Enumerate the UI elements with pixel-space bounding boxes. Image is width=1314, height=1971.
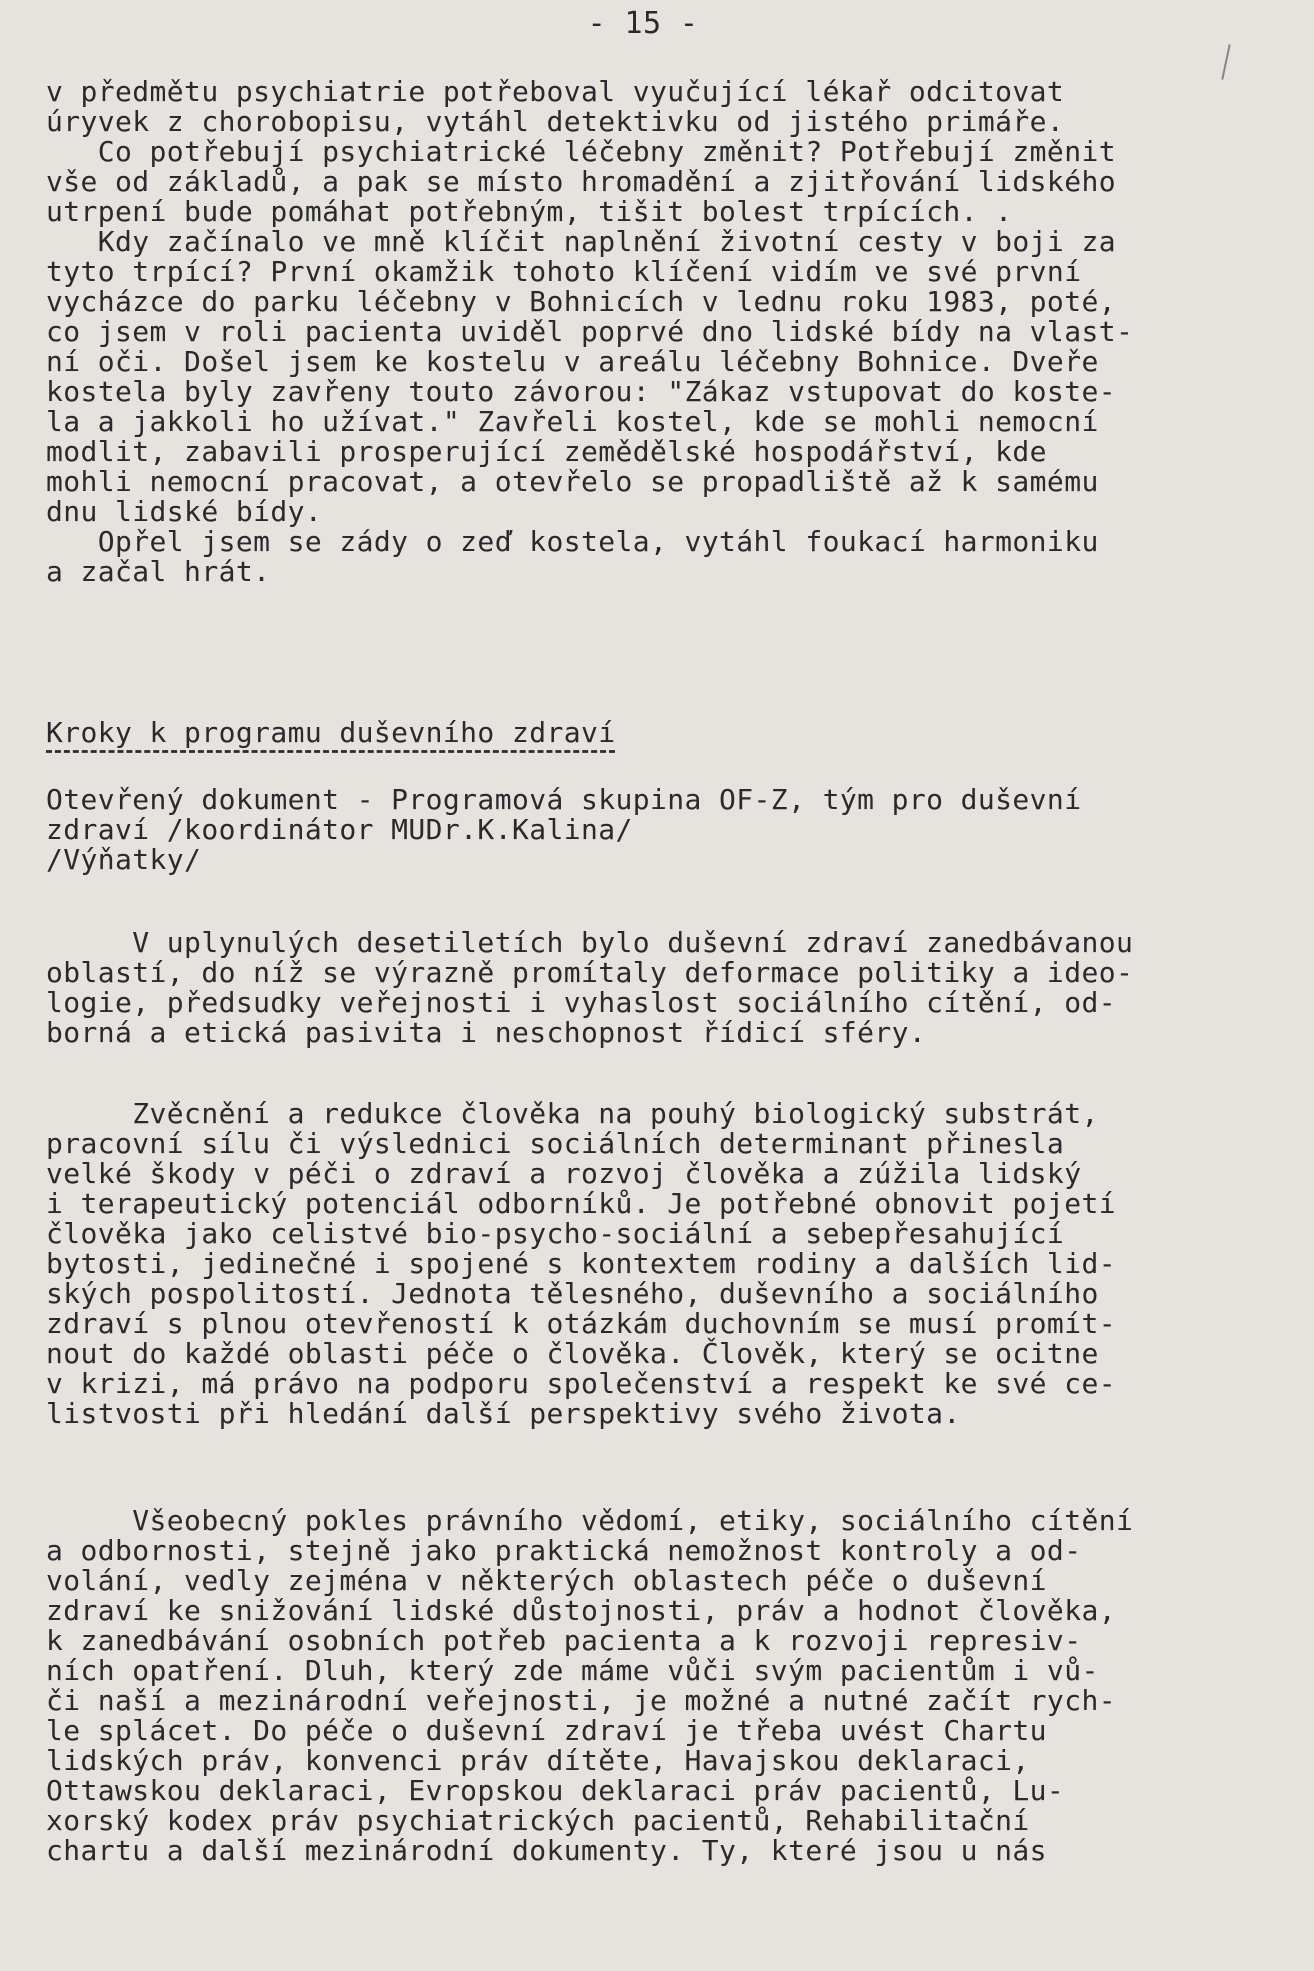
text-line: ní oči. Došel jsem ke kostelu v areálu léčebny Bohnice. Dveře — [46, 345, 1099, 378]
text-line: dnu lidské bídy. — [46, 495, 323, 528]
text-line: ských pospolitostí. Jednota tělesného, duševního a sociálního — [46, 1277, 1099, 1310]
text-line: Otevřený dokument - Programová skupina OF-Z, tým pro duševní — [46, 783, 1082, 816]
text-line: v předmětu psychiatrie potřeboval vyučující lékař odcitovat — [46, 75, 1065, 108]
text-line: k zanedbávání osobních potřeb pacienta a k rozvoji represiv- — [46, 1624, 1082, 1657]
text-line: bytosti, jedinečné i spojené s kontextem rodiny a dalších lid- — [46, 1247, 1116, 1280]
text-line: zdraví s plnou otevřeností k otázkám duchovním se musí promít- — [46, 1307, 1116, 1340]
scan-mark — [1221, 44, 1230, 80]
text-line: modlit, zabavili prosperující zemědělské hospodářství, kde — [46, 435, 1047, 468]
paragraph-1 — [46, 928, 1286, 1048]
text-line: Co potřebují psychiatrické léčebny změnit? Potřebují změnit — [46, 135, 1116, 168]
text-line: vycházce do parku léčebny v Bohnicích v lednu roku 1983, poté, — [46, 285, 1116, 318]
text-line: chartu a další mezinárodní dokumenty. Ty, které jsou u nás — [46, 1834, 1047, 1867]
text-line: logie, předsudky veřejnosti i vyhaslost sociálního cítění, od- — [46, 986, 1116, 1019]
text-line: Zvěcnění a redukce člověka na pouhý biologický substrát, — [46, 1097, 1099, 1130]
text-line: le splácet. Do péče o duševní zdraví je třeba uvést Chartu — [46, 1714, 1047, 1747]
text-line: tyto trpící? První okamžik tohoto klíčení vidím ve své první — [46, 255, 1082, 288]
section-heading: Kroky k programu duševního zdraví — [46, 716, 616, 749]
section-heading-block — [46, 718, 1286, 748]
text-line: kostela byly zavřeny touto závorou: "Zákaz vstupovat do koste- — [46, 375, 1116, 408]
text-line: úryvek z chorobopisu, vytáhl detektivku od jistého primáře. — [46, 105, 1065, 138]
text-line: ních opatření. Dluh, který zde máme vůči svým pacientům i vů- — [46, 1654, 1099, 1687]
text-line: a odbornosti, stejně jako praktická nemožnost kontroly a od- — [46, 1534, 1082, 1567]
paragraph-3 — [46, 1506, 1286, 1866]
text-line: pracovní sílu či výslednici sociálních determinant přinesla — [46, 1127, 1065, 1160]
text-line: lidských práv, konvenci práv dítěte, Havajskou deklaraci, — [46, 1744, 1030, 1777]
text-line: Kdy začínalo ve mně klíčit naplnění životní cesty v boji za — [46, 225, 1116, 258]
paragraph-2 — [46, 1099, 1286, 1429]
text-line: utrpení bude pomáhat potřebným, tišit bolest trpících. . — [46, 195, 1013, 228]
page-number: - 15 - — [587, 6, 699, 41]
text-line: borná a etická pasivita i neschopnost řídicí sféry. — [46, 1016, 927, 1049]
intro-text — [46, 77, 1286, 587]
text-line: listvosti při hledání další perspektivy svého života. — [46, 1397, 961, 1430]
text-line: la a jakkoli ho užívat." Zavřeli kostel, kde se mohli nemocní — [46, 405, 1099, 438]
text-line: velké škody v péči o zdraví a rozvoj člověka a zúžila lidský — [46, 1157, 1082, 1190]
text-line: vše od základů, a pak se místo hromadění a zjitřování lidského — [46, 165, 1116, 198]
text-line: v krizi, má právo na podporu společenství a respekt ke své ce- — [46, 1367, 1116, 1400]
text-line: i terapeutický potenciál odborníků. Je potřebné obnovit pojetí — [46, 1187, 1116, 1220]
text-line: zdraví /koordinátor MUDr.K.Kalina/ — [46, 813, 633, 846]
document-info — [46, 785, 1286, 875]
text-line: Ottawskou deklaraci, Evropskou deklaraci práv pacientů, Lu- — [46, 1774, 1065, 1807]
text-line: V uplynulých desetiletích bylo duševní zdraví zanedbávanou — [46, 926, 1134, 959]
text-line: /Výňatky/ — [46, 843, 202, 876]
text-line: xorský kodex práv psychiatrických pacientů, Rehabilitační — [46, 1804, 1030, 1837]
text-line: volání, vedly zejména v některých oblastech péče o duševní — [46, 1564, 1047, 1597]
text-line: oblastí, do níž se výrazně promítaly deformace politiky a ideo- — [46, 956, 1134, 989]
text-line: Všeobecný pokles právního vědomí, etiky, sociálního cítění — [46, 1504, 1134, 1537]
text-line: Opřel jsem se zády o zeď kostela, vytáhl foukací harmoniku — [46, 525, 1099, 558]
text-line: mohli nemocní pracovat, a otevřelo se propadliště až k samému — [46, 465, 1099, 498]
text-line: zdraví ke snižování lidské důstojnosti, práv a hodnot člověka, — [46, 1594, 1116, 1627]
text-line: co jsem v roli pacienta uviděl poprvé dno lidské bídy na vlast- — [46, 315, 1134, 348]
text-line: či naší a mezinárodní veřejnosti, je možné a nutné začít rych- — [46, 1684, 1116, 1717]
text-line: a začal hrát. — [46, 555, 271, 588]
text-line: nout do každé oblasti péče o člověka. Člověk, který se ocitne — [46, 1337, 1099, 1370]
text-line: člověka jako celistvé bio-psycho-sociální a sebepřesahující — [46, 1217, 1065, 1250]
